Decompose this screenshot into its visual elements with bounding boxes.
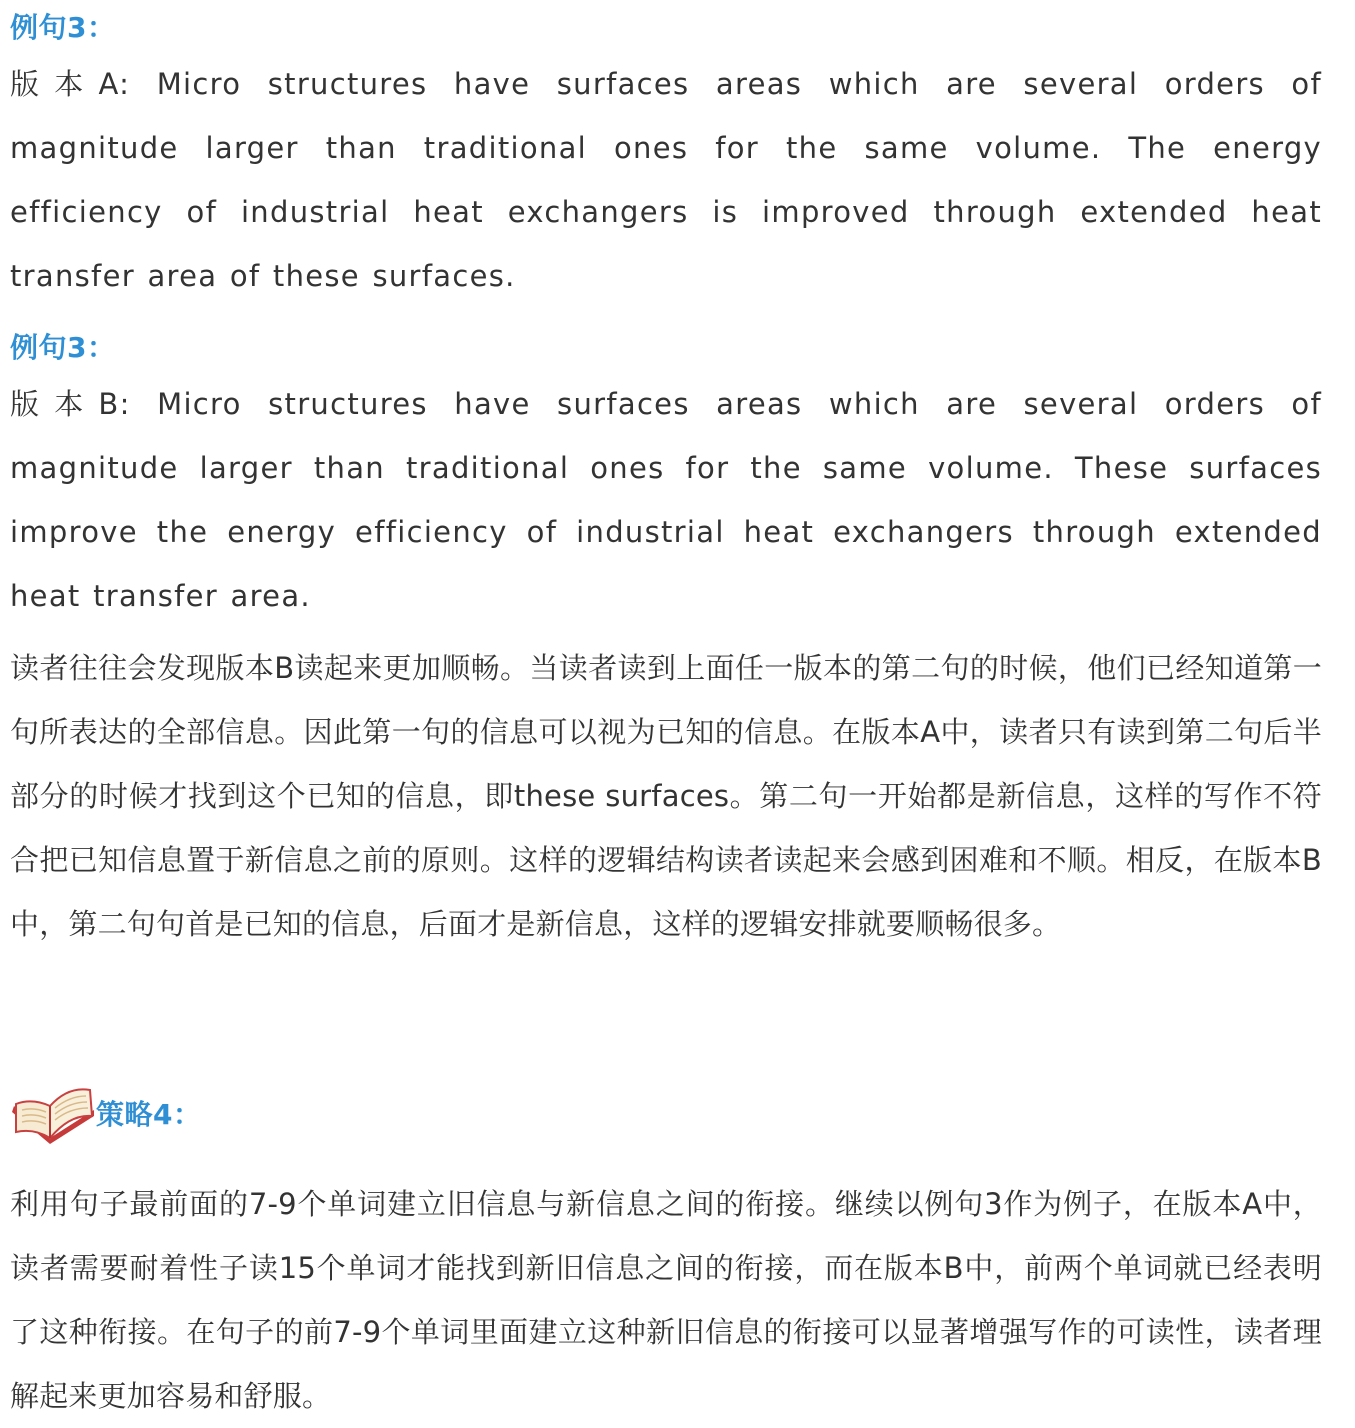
explanation-section xyxy=(10,636,1322,956)
strategy-title: 策略4： xyxy=(96,1098,202,1131)
example-a-heading: 例句3： xyxy=(10,11,116,44)
explanation-text: 读者往往会发现版本B读起来更加顺畅。当读者读到上面任一版本的第二句的时候，他们已经知道第一句所表达的全部信息。因此第一句的信息可以视为已知的信息。在版本A中，读者只有读到第二句后半部分的时候才找到这个已知的信息，即these surfaces。第二句一开始都是新信息，这样的写作不符合把已知信息置于新信息之前的原则。这样的逻辑结构读者读起来会感到困难和不顺。相反，在版本B中，第二句句首是已知的信息，后面才是新信息，这样的逻辑安排就要顺畅很多。 xyxy=(10,651,1322,941)
example-b-section xyxy=(10,320,1322,628)
example-a-section xyxy=(10,0,1322,308)
example-a-text: 版本A: Micro structures have surfaces areas which are several orders of magnitude larger than traditional ones for the same volume. The energy efficiency of industrial heat exchangers is improved through extended heat transfer area of these surfaces. xyxy=(10,67,1322,293)
open-book-icon xyxy=(10,1080,96,1146)
example-b-heading: 例句3： xyxy=(10,331,116,364)
example-b-text: 版本B: Micro structures have surfaces areas which are several orders of magnitude larger than traditional ones for the same volume. These surfaces improve the energy efficiency of industrial heat exchangers through extended heat transfer area. xyxy=(10,387,1322,613)
strategy-section xyxy=(10,1172,1322,1428)
strategy-heading-row xyxy=(10,1078,1322,1148)
strategy-text: 利用句子最前面的7-9个单词建立旧信息与新信息之间的衔接。继续以例句3作为例子，在版本A中，读者需要耐着性子读15个单词才能找到新旧信息之间的衔接，而在版本B中，前两个单词就已经表明了这种衔接。在句子的前7-9个单词里面建立这种新旧信息的衔接可以显著增强写作的可读性，读者理解起来更加容易和舒服。 xyxy=(10,1187,1322,1413)
